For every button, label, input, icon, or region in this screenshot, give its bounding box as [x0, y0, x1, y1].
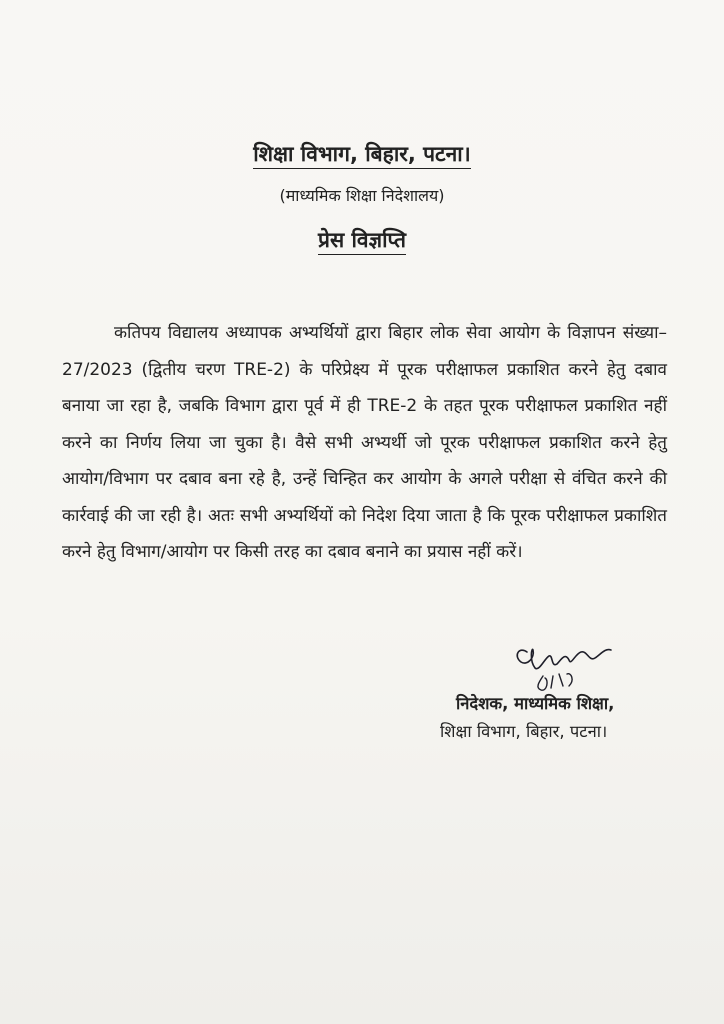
signatory-office: शिक्षा विभाग, बिहार, पटना।	[440, 722, 608, 741]
document-subtitle: (माध्यमिक शिक्षा निदेशालय)	[279, 186, 445, 205]
signature-block	[440, 690, 680, 746]
press-release-heading	[0, 226, 724, 254]
document-title	[0, 140, 724, 168]
body-paragraph: कतिपय विद्यालय अध्यापक अभ्यर्थियों द्वारा बिहार लोक सेवा आयोग के विज्ञापन संख्या–27/2023 (द्वितीय चरण TRE-2) के परिप्रेक्ष्य में पूरक परीक्षाफल प्रकाशित करने हेतु दबाव बनाया जा रहा है, जबकि विभाग द्वारा पूर्व में ही TRE-2 के तहत पूरक परीक्षाफल प्रकाशित नहीं करने का निर्णय लिया जा चुका है। वैसे सभी अभ्यर्थी जो पूरक परीक्षाफल प्रकाशित करने हेतु आयोग/विभाग पर दबाव बना रहे है, उन्हें चिन्हित कर आयोग के अगले परीक्षा से वंचित करने की कार्रवाई की जा रही है। अतः सभी अभ्यर्थियों को निदेश दिया जाता है कि पूरक परीक्षाफल प्रकाशित करने हेतु विभाग/आयोग पर किसी तरह का दबाव बनाने का प्रयास नहीं करें।	[62, 323, 667, 562]
handwritten-signature	[505, 638, 625, 696]
heading-text: प्रेस विज्ञप्ति	[318, 228, 406, 255]
title-text: शिक्षा विभाग, बिहार, पटना।	[253, 142, 470, 169]
signatory-designation: निदेशक, माध्यमिक शिक्षा,	[456, 694, 615, 713]
